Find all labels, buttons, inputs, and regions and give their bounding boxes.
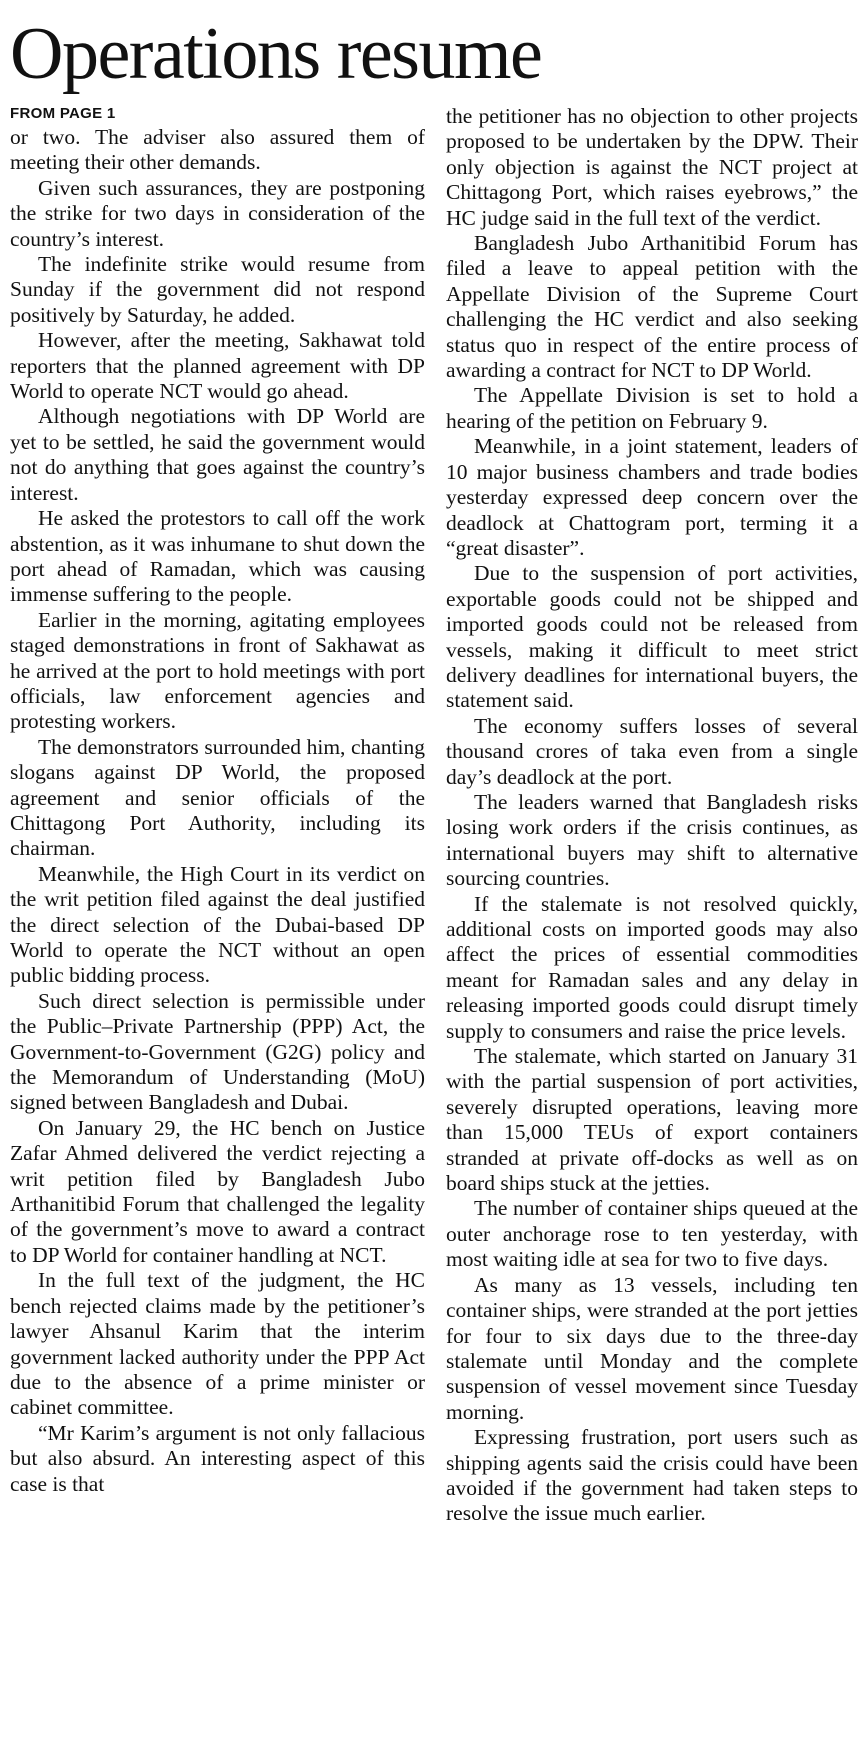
paragraph: The economy suffers losses of several thousand crores of taka even from a single day’s deadlock at the port. [446, 713, 858, 789]
paragraph: Such direct selection is permissible under the Public–Private Partnership (PPP) Act, the Government-to-Government (G2G) policy and the Memorandum of Understanding (MoU) signed between Bangladesh and Dubai. [10, 988, 425, 1115]
paragraph: The leaders warned that Bangladesh risks losing work orders if the crisis continues, as international buyers may shift to alternative sourcing countries. [446, 789, 858, 891]
paragraph: Earlier in the morning, agitating employees staged demonstrations in front of Sakhawat as he arrived at the port to hold meetings with port officials, law enforcement agencies and protesting workers. [10, 607, 425, 734]
paragraph: He asked the protestors to call off the work abstention, as it was inhumane to shut down the port ahead of Ramadan, which was causing immense suffering to the people. [10, 506, 425, 607]
paragraph: On January 29, the HC bench on Justice Zafar Ahmed delivered the verdict rejecting a writ petition filed by Bangladesh Jubo Arthanitibid Forum that challenged the legality of the government’s move to award a contract to DP World for container handling at NCT. [10, 1115, 425, 1267]
paragraph: or two. The adviser also assured them of meeting their other demands. [10, 125, 425, 175]
left-column [10, 104, 425, 1754]
paragraph: The indefinite strike would resume from Sunday if the government did not respond positively by Saturday, he added. [10, 252, 425, 327]
paragraph: Expressing frustration, port users such as shipping agents said the crisis could have been avoided if the government had taken steps to resolve the issue much earlier. [446, 1425, 858, 1526]
paragraph: If the stalemate is not resolved quickly, additional costs on imported goods may also affect the prices of essential commodities meant for Ramadan sales and any delay in releasing imported goods could disrupt timely supply to consumers and raise the price levels. [446, 891, 858, 1043]
paragraph: The number of container ships queued at the outer anchorage rose to ten yesterday, with most waiting idle at sea for two to five days. [446, 1196, 858, 1272]
paragraph: Due to the suspension of port activities, exportable goods could not be shipped and imported goods could not be released from vessels, making it difficult to meet strict delivery deadlines for international buyers, the statement said. [446, 561, 858, 713]
headline: Operations resume [10, 13, 542, 95]
paragraph: Meanwhile, in a joint statement, leaders of 10 major business chambers and trade bodies yesterday expressed deep concern over the deadlock at Chattogram port, terming it a “great disaster”. [446, 434, 858, 560]
right-column [446, 104, 858, 1754]
paragraph: The Appellate Division is set to hold a hearing of the petition on February 9. [446, 383, 858, 433]
paragraph: In the full text of the judgment, the HC bench rejected claims made by the petitioner’s lawyer Ahsanul Karim that the interim government lacked authority under the PPP Act due to the absence of a prime minister or cabinet committee. [10, 1268, 425, 1420]
paragraph: “Mr Karim’s argument is not only fallacious but also absurd. An interesting aspect of this case is that [10, 1420, 425, 1496]
paragraph: Given such assurances, they are postponing the strike for two days in consideration of the country’s interest. [10, 175, 425, 251]
paragraph: However, after the meeting, Sakhawat told reporters that the planned agreement with DP World to operate NCT would go ahead. [10, 328, 425, 404]
paragraph: the petitioner has no objection to other projects proposed to be undertaken by the DPW. Their only objection is against the NCT project at Chittagong Port, which raises eyebrows,” the HC judge said in the full text of the verdict. [446, 104, 858, 230]
paragraph: Although negotiations with DP World are yet to be settled, he said the government would not do anything that goes against the country’s interest. [10, 404, 425, 505]
paragraph: The demonstrators surrounded him, chanting slogans against DP World, the proposed agreement and senior officials of the Chittagong Port Authority, including its chairman. [10, 734, 425, 861]
paragraph: As many as 13 vessels, including ten container ships, were stranded at the port jetties for four to six days due to the three-day stalemate until Monday and the complete suspension of vessel movement since Tuesday morning. [446, 1272, 858, 1424]
jump-line: FROM PAGE 1 [10, 105, 116, 122]
paragraph: Bangladesh Jubo Arthanitibid Forum has filed a leave to appeal petition with the Appellate Division of the Supreme Court challenging the HC verdict and also seeking status quo in respect of the entire process of awarding a contract for NCT to DP World. [446, 231, 858, 383]
paragraph: The stalemate, which started on January 31 with the partial suspension of port activities, severely disrupted operations, leaving more than 15,000 TEUs of export containers stranded at private off-docks as well as on board ships stuck at the jetties. [446, 1044, 858, 1196]
paragraph: Meanwhile, the High Court in its verdict on the writ petition filed against the deal justified the direct selection of the Dubai-based DP World to operate the NCT without an open public bidding process. [10, 861, 425, 988]
